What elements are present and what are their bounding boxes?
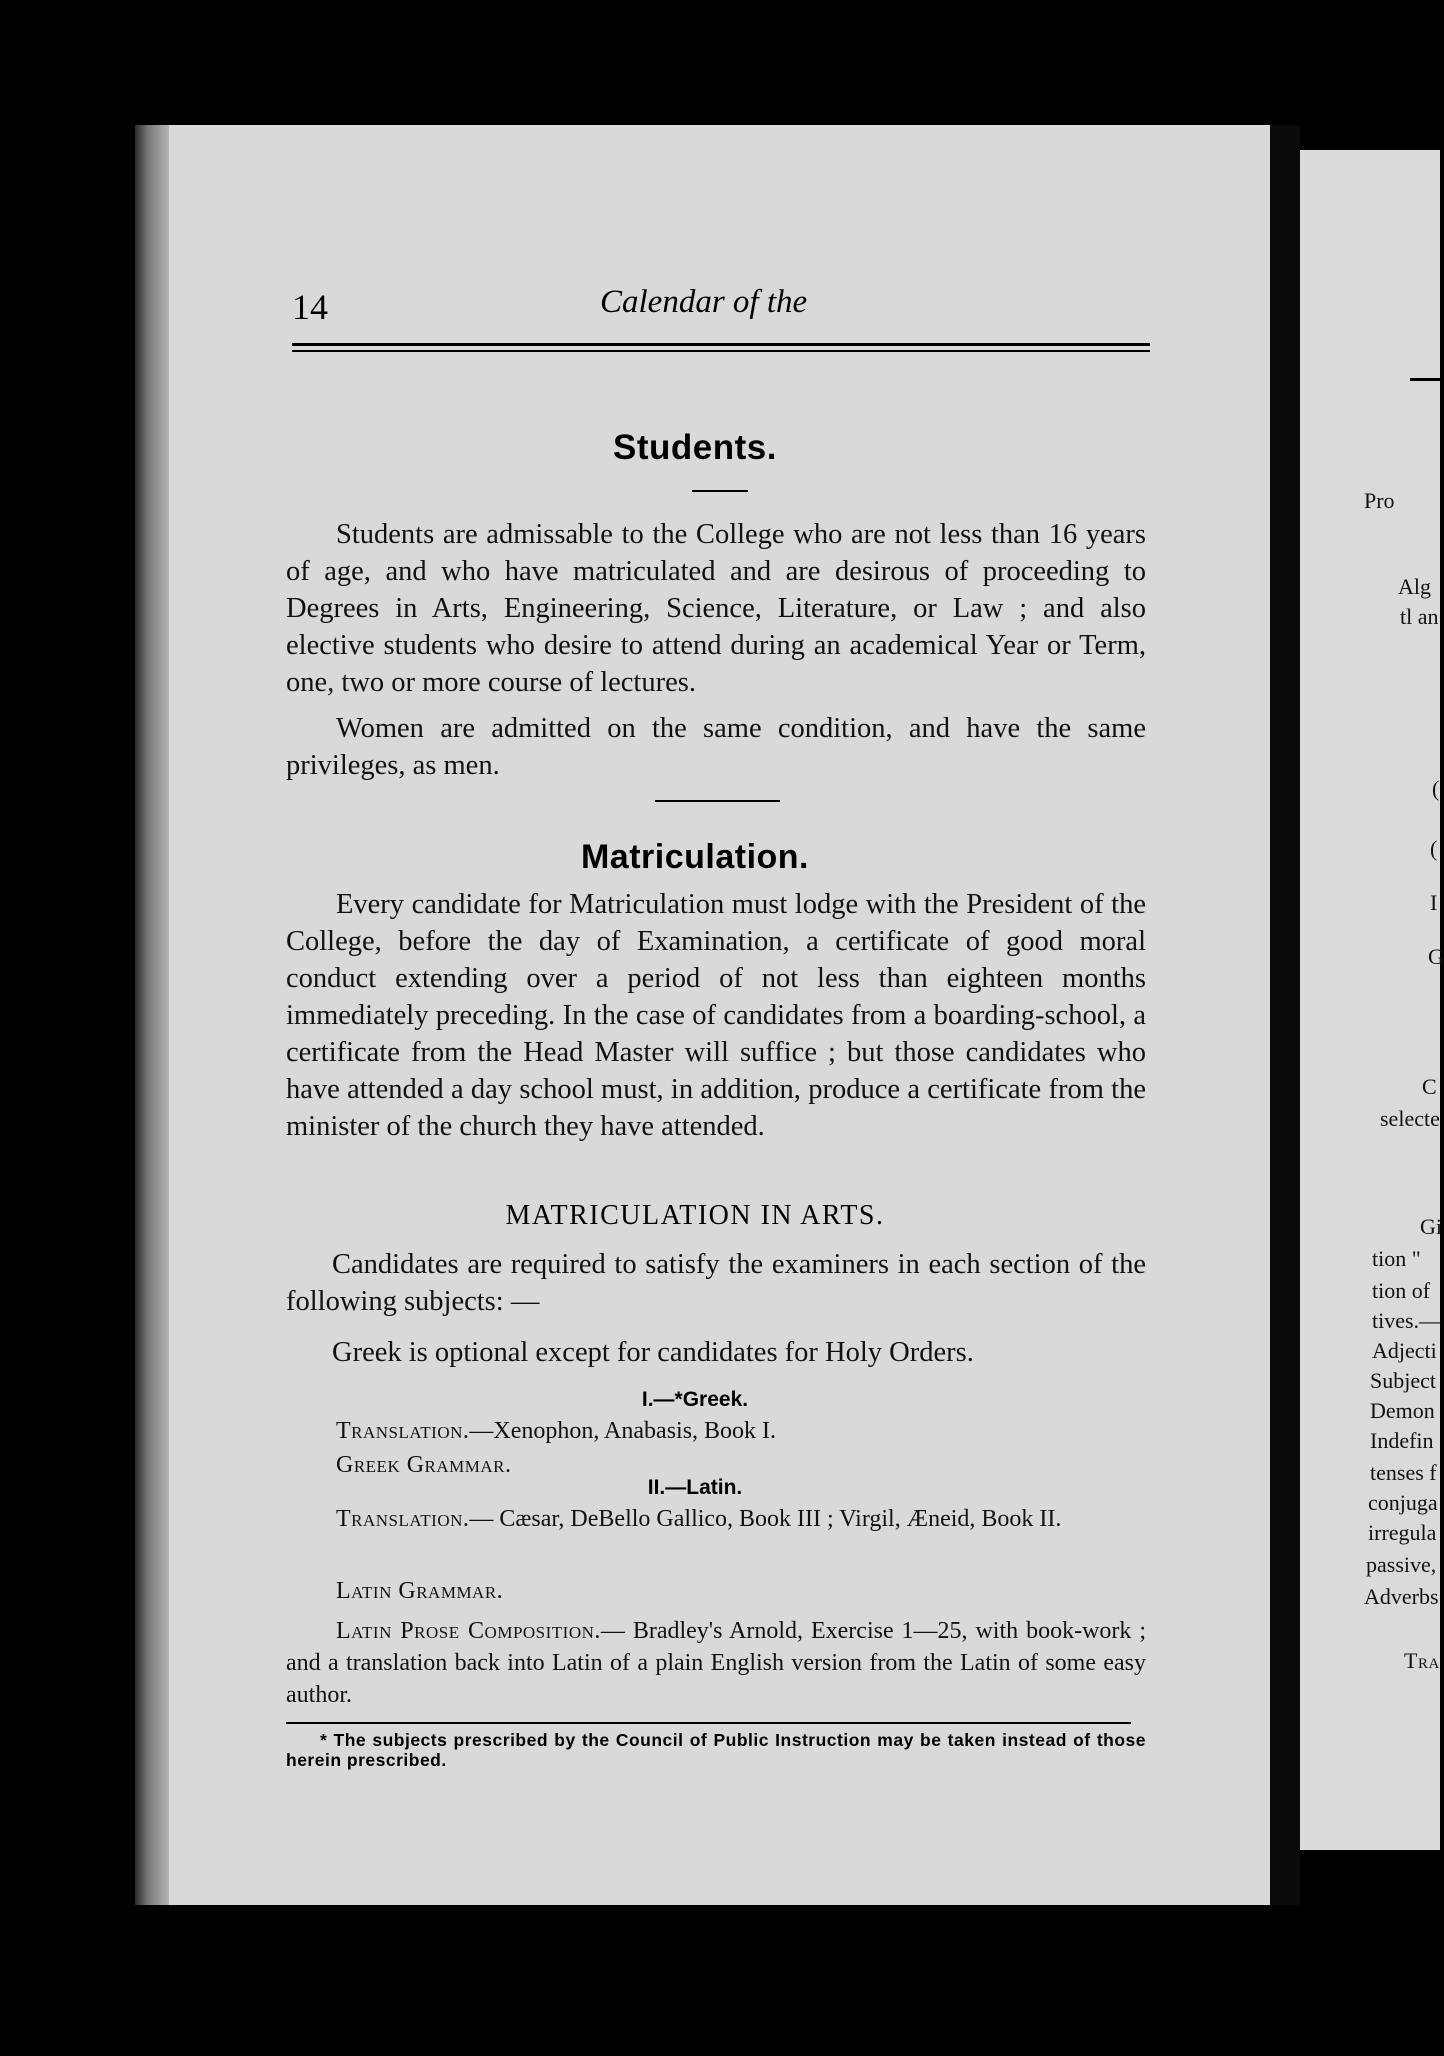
facing-fragment: tl an	[1400, 604, 1439, 629]
running-title: Calendar of the	[600, 284, 808, 320]
section-divider	[655, 800, 780, 802]
greek-heading: I.—*Greek.	[641, 1388, 749, 1411]
greek-translation	[286, 1415, 1146, 1447]
header-rule-top	[292, 343, 1150, 346]
facing-fragment: selecte	[1380, 1106, 1440, 1131]
footnote-rule	[286, 1722, 1131, 1724]
latin-translation	[286, 1503, 1146, 1535]
greek-optional-note: Greek is optional except for candidates for Holy Orders.	[332, 1337, 974, 1368]
facing-fragment: Pro	[1364, 488, 1395, 513]
latin-prose-composition	[286, 1615, 1146, 1711]
matriculation-heading: Matriculation.	[580, 838, 810, 876]
facing-fragment: passive,	[1366, 1552, 1437, 1577]
facing-fragment: (	[1430, 836, 1438, 861]
facing-fragment: Gi	[1420, 1214, 1442, 1239]
short-divider	[692, 490, 748, 492]
facing-fragment: Adverbs	[1364, 1584, 1439, 1609]
header-rule-bottom	[292, 350, 1150, 352]
facing-fragment: Tra	[1404, 1648, 1440, 1673]
arts-section-title: MATRICULATION IN ARTS.	[505, 1200, 885, 1231]
facing-fragment: irregula	[1368, 1520, 1437, 1545]
facing-fragment: conjuga	[1368, 1490, 1438, 1515]
latin-translation-label: Translation.	[336, 1506, 470, 1532]
facing-fragment: Adjecti	[1372, 1338, 1437, 1363]
book-spine-shadow	[135, 125, 169, 1905]
facing-fragment: tives.—	[1372, 1308, 1442, 1333]
students-paragraph-2: Women are admitted on the same condition, and have the same privileges, as men.	[286, 713, 1146, 781]
facing-fragment: C	[1422, 1074, 1437, 1099]
facing-fragment: (	[1432, 776, 1440, 801]
page-gutter	[1270, 125, 1300, 1905]
latin-grammar	[286, 1575, 1146, 1607]
latin-prose-text: — Bradley's Arnold, Exercise 1—25, with book-work ; and a translation back into Latin of a plain English version from the Latin of some easy author.	[286, 1618, 1146, 1708]
facing-fragment: Demon	[1370, 1398, 1435, 1423]
greek-translation-label: Translation.	[336, 1418, 470, 1444]
facing-fragment: I	[1430, 890, 1438, 915]
students-heading: Students.	[613, 428, 777, 467]
facing-fragment: tion of	[1372, 1278, 1431, 1303]
facing-fragment: tenses f	[1370, 1460, 1437, 1485]
students-paragraph-1: Students are admissable to the College who are not less than 16 years of age, and who have matriculated and are desirous of proceeding to Degrees in Arts, Engineering, Science, Literature, or Law ; and also elective students who desire to attend during an academical Year or Term, one, two or more course of lectures.	[286, 519, 1146, 698]
facing-fragment: G	[1428, 944, 1444, 969]
facing-fragment: tion "	[1372, 1246, 1421, 1271]
facing-fragment: Alg	[1398, 574, 1431, 599]
footnote: * The subjects prescribed by the Council of Public Instruction may be taken instead of those herein prescribed.	[286, 1730, 1146, 1770]
facing-header-rule	[1410, 378, 1440, 381]
page-number: 14	[292, 287, 328, 327]
latin-translation-text: — Cæsar, DeBello Gallico, Book III ; Virgil, Æneid, Book II.	[469, 1506, 1062, 1532]
greek-grammar-label: Greek Grammar.	[336, 1452, 512, 1478]
facing-fragment: Indefin	[1370, 1428, 1434, 1453]
facing-fragment: Subject	[1370, 1368, 1436, 1393]
latin-prose-label: Latin Prose Composition.	[336, 1618, 601, 1644]
latin-grammar-label: Latin Grammar.	[336, 1578, 504, 1604]
latin-heading: II.—Latin.	[647, 1476, 743, 1499]
matriculation-paragraph: Every candidate for Matriculation must lodge with the President of the College, before the day of Examination, a certificate of good moral conduct extending over a period of not less than eighteen months immediately preceding. In the case of candidates from a boarding-school, a certificate from the Head Master will suffice ; but those candidates who have attended a day school must, in addition, produce a certificate from the minister of the church they have attended.	[286, 889, 1146, 1142]
greek-translation-text: —Xenophon, Anabasis, Book I.	[469, 1418, 777, 1444]
arts-intro: Candidates are required to satisfy the examiners in each section of the following subjects: —	[286, 1249, 1146, 1317]
